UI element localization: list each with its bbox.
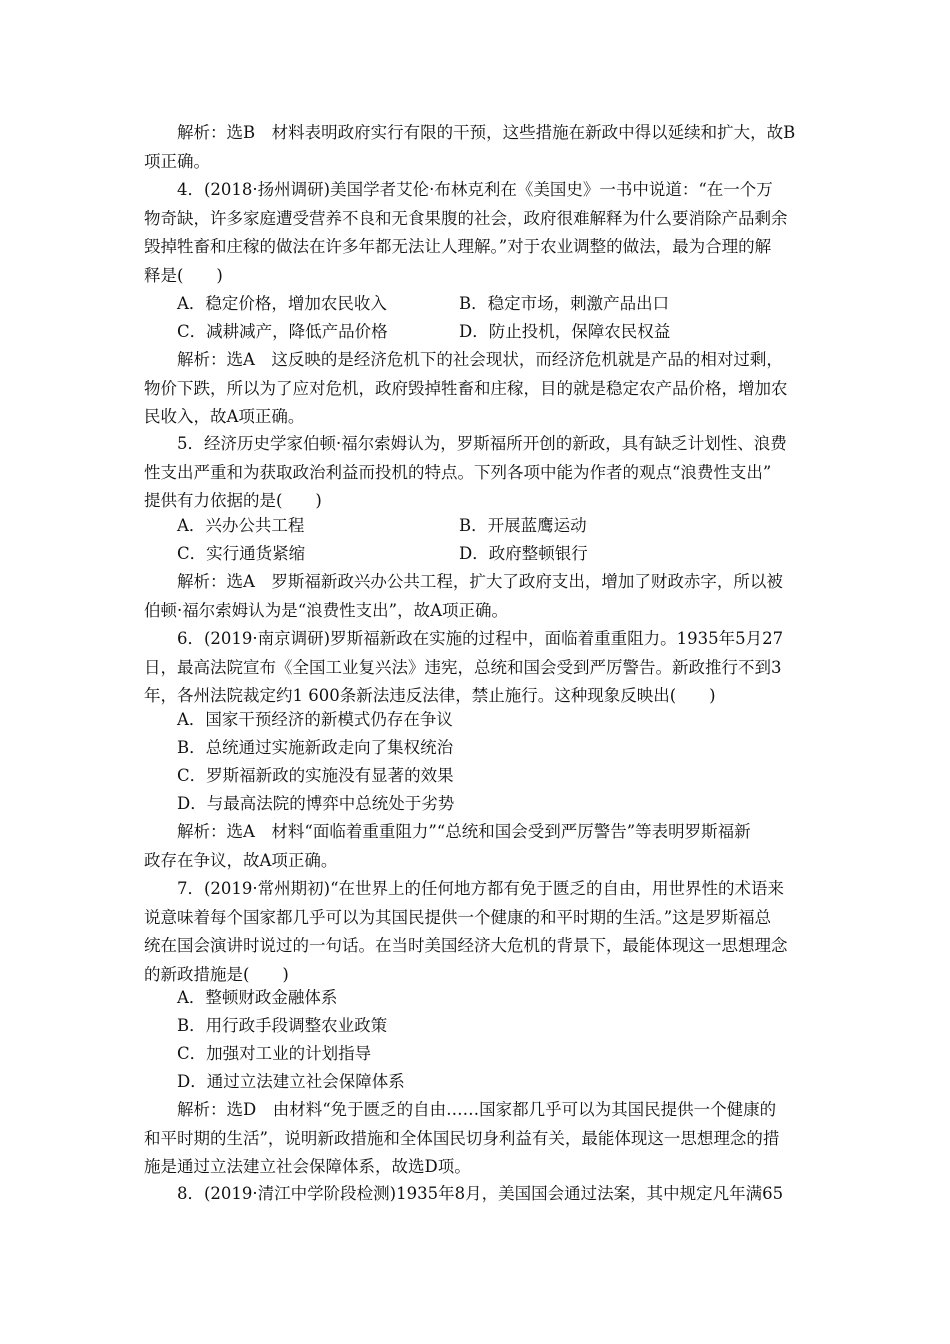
q6-analysis — [144, 818, 810, 875]
analysis-line: 解析：选A 罗斯福新政兴办公共工程，扩大了政府支出，增加了财政赤字，所以被 — [177, 572, 783, 591]
question-line: 的新政措施是( ) — [144, 964, 289, 984]
q6-stem — [144, 625, 810, 711]
q5-option-d: D．政府整顿银行 — [459, 544, 588, 563]
q7-analysis — [144, 1096, 810, 1182]
question-line: 说意味着每个国家都几乎可以为其国民提供一个健康的和平时期的生活。”这是罗斯福总 — [144, 907, 772, 927]
q5-stem — [144, 430, 810, 516]
question-line: 年，各州法院裁定约1 600条新法违反法律，禁止施行。这种现象反映出( ) — [144, 686, 716, 705]
q3-analysis — [144, 119, 810, 176]
question-line: 毁掉牲畜和庄稼的做法在许多年都无法让人理解。”对于农业调整的做法，最为合理的解 — [144, 237, 772, 256]
q7-stem — [144, 875, 810, 989]
analysis-line: 物价下跌，所以为了应对危机，政府毁掉牲畜和庄稼，目的就是稳定农产品价格，增加农 — [144, 378, 788, 398]
q4-analysis — [144, 346, 810, 432]
analysis-line: 项正确。 — [144, 151, 210, 171]
analysis-line: 解析：选B 材料表明政府实行有限的干预，这些措施在新政中得以延续和扩大，故B — [177, 123, 796, 142]
q5-option-a: A．兴办公共工程 — [177, 516, 305, 535]
analysis-line: 伯顿·福尔索姆认为是“浪费性支出”，故A项正确。 — [144, 600, 509, 620]
q7-option-c: C．加强对工业的计划指导 — [177, 1044, 372, 1063]
analysis-line: 民收入，故A项正确。 — [144, 407, 305, 426]
question-line: 5．经济历史学家伯顿·福尔索姆认为，罗斯福所开创的新政，具有缺乏计划性、浪费 — [177, 434, 787, 453]
question-line: 性支出严重和为获取政治利益而投机的特点。下列各项中能为作者的观点“浪费性支出” — [144, 462, 772, 482]
q6-option-d: D．与最高法院的博弈中总统处于劣势 — [177, 794, 455, 813]
analysis-line: 和平时期的生活”，说明新政措施和全体国民切身利益有关，最能体现这一思想理念的措 — [144, 1128, 780, 1148]
q4-stem — [144, 176, 810, 290]
q5-analysis — [144, 568, 810, 625]
question-line: 统在国会演讲时说过的一句话。在当时美国经济大危机的背景下，最能体现这一思想理念 — [144, 936, 788, 955]
q5-option-c: C．实行通货紧缩 — [177, 544, 306, 563]
analysis-line: 解析：选A 这反映的是经济危机下的社会现状，而经济危机就是产品的相对过剩， — [177, 350, 783, 369]
q4-option-b: B．稳定市场，刺激产品出口 — [459, 294, 670, 313]
q4-option-c: C．减耕减产，降低产品价格 — [177, 322, 388, 341]
question-line: 7．(2019·常州期初)“在世界上的任何地方都有免于匮乏的自由，用世界性的术语来 — [177, 879, 785, 898]
question-line: 6．(2019·南京调研)罗斯福新政在实施的过程中，面临着重重阻力。1935年5月27 — [177, 629, 784, 648]
q7-option-b: B．用行政手段调整农业政策 — [177, 1016, 388, 1035]
q8-stem — [144, 1180, 810, 1209]
question-line: 8．(2019·清江中学阶段检测)1935年8月，美国国会通过法案，其中规定凡年满65 — [177, 1184, 784, 1203]
question-line: 释是( ) — [144, 265, 223, 285]
analysis-line: 施是通过立法建立社会保障体系，故选D项。 — [144, 1157, 471, 1176]
analysis-line: 政存在争议，故A项正确。 — [144, 850, 338, 870]
q7-option-a: A．整顿财政金融体系 — [177, 988, 338, 1007]
q4-option-d: D．防止投机，保障农民权益 — [459, 322, 671, 341]
q6-option-c: C．罗斯福新政的实施没有显著的效果 — [177, 766, 454, 785]
question-line: 日，最高法院宣布《全国工业复兴法》违宪，总统和国会受到严厉警告。新政推行不到3 — [144, 657, 782, 677]
analysis-line: 解析：选D 由材料“免于匮乏的自由……国家都几乎可以为其国民提供一个健康的 — [177, 1100, 777, 1119]
q6-option-a: A．国家干预经济的新模式仍存在争议 — [177, 710, 453, 729]
q6-option-b: B．总统通过实施新政走向了集权统治 — [177, 738, 454, 757]
q4-option-a: A．稳定价格，增加农民收入 — [177, 294, 387, 313]
question-line: 4．(2018·扬州调研)美国学者艾伦·布林克利在《美国史》一书中说道：“在一个万 — [177, 180, 773, 199]
q5-option-b: B．开展蓝鹰运动 — [459, 516, 587, 535]
analysis-line: 解析：选A 材料“面临着重重阻力”“总统和国会受到严厉警告”等表明罗斯福新 — [177, 822, 751, 841]
question-line: 物奇缺，许多家庭遭受营养不良和无食果腹的社会，政府很难解释为什么要消除产品剩余 — [144, 208, 788, 228]
q7-option-d: D．通过立法建立社会保障体系 — [177, 1072, 405, 1091]
question-line: 提供有力依据的是( ) — [144, 491, 322, 510]
